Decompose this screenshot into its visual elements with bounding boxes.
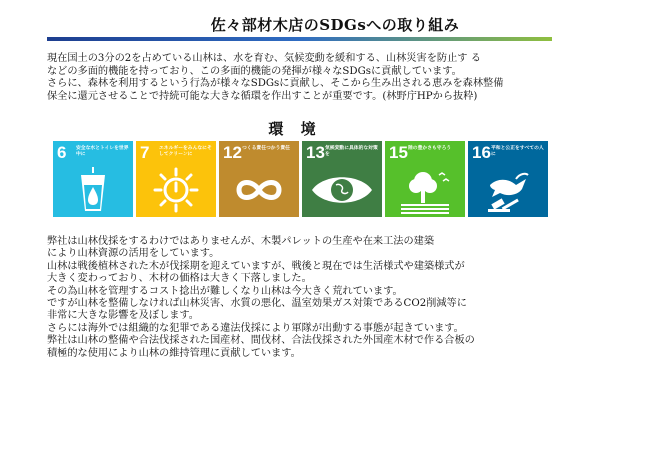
eye-globe-icon (302, 165, 382, 215)
body-line: 積極的な使用により山林の維持管理に貢献しています。 (47, 347, 301, 359)
body-paragraph (47, 236, 475, 360)
body-line: 弊社は山林の整備や合法伐採された国産材、間伐材、合法伐採された外国産木材で作る合板の (47, 335, 475, 347)
water-drop-glass-icon (53, 165, 133, 215)
body-line: 非常に大きな影響を及ぼします。 (47, 310, 199, 322)
sdg-label: 陸の豊かさも守ろう (408, 146, 452, 151)
sdg-tile-15 (385, 141, 465, 217)
dove-gavel-icon (468, 165, 548, 215)
sdg-number: 7 (140, 143, 150, 162)
infinity-icon (219, 165, 299, 215)
sdg-label: エネルギーをみんなにそしてクリーンに (159, 146, 212, 157)
intro-line: 現在国土の3分の2を占めている山林は、水を育む、気候変動を緩和する、山林災害を防止す る (47, 53, 481, 64)
sdg-label: 気候変動に具体的な対策を (325, 146, 378, 157)
sdg-tile-13 (302, 141, 382, 217)
body-line: 弊社は山林伐採をするわけではありませんが、木製パレットの生産や在来工法の建築 (47, 236, 435, 247)
sdg-number: 15 (389, 143, 408, 162)
sdg-tile-6 (53, 141, 133, 217)
sun-power-icon (136, 165, 216, 215)
body-line: により山林資源の活用をしています。 (47, 248, 220, 260)
body-line: その為山林を管理するコスト捻出が難しくなり山林は今大きく荒れています。 (47, 285, 403, 297)
body-line: 大きく変わっており、木材の価格は大きく下落しました。 (47, 273, 312, 285)
tree-birds-icon (385, 165, 465, 215)
intro-line: などの多面的機能を持っており、この多面的機能の発揮が様々なSDGsに貢献しています。 (47, 65, 462, 77)
body-line: 山林は戦後植林された木が伐採期を迎えていますが、戦後と現在では生活様式や建築様式が (47, 260, 465, 272)
body-line: ですが山林を整備しなければ山林災害、水質の悪化、温室効果ガス対策であるCO2削減等に (47, 298, 467, 310)
sdg-number: 12 (223, 143, 242, 162)
sdg-number: 6 (57, 143, 67, 162)
sdg-tile-12 (219, 141, 299, 217)
page-title: 佐々部材木店のSDGsへの取り組み (210, 16, 460, 34)
intro-line: さらに、森林を利用するという行為が様々なSDGsに貢献し、そこから生み出される恵みを森林整備 (47, 78, 504, 90)
sdg-number: 16 (472, 143, 491, 162)
sdg-tile-7 (136, 141, 216, 217)
sdg-number: 13 (306, 143, 325, 162)
sdg-goals-row (53, 141, 549, 217)
intro-line: 保全に還元させることで持続可能な大きな循環を作出すことが重要です。(林野庁HPから抜粋) (47, 90, 478, 102)
body-line: さらには海外では組織的な犯罪である違法伐採により軍隊が出動する事態が起きています。 (47, 322, 464, 334)
section-heading-environment: 環 境 (268, 120, 322, 138)
sdg-label: 平和と公正をすべての人に (491, 146, 544, 157)
title-underline (47, 37, 552, 41)
intro-paragraph (47, 53, 503, 103)
sdg-tile-16 (468, 141, 548, 217)
sdg-label: つくる責任つかう責任 (242, 146, 290, 151)
sdg-label: 安全な水とトイレを世界中に (76, 146, 129, 157)
